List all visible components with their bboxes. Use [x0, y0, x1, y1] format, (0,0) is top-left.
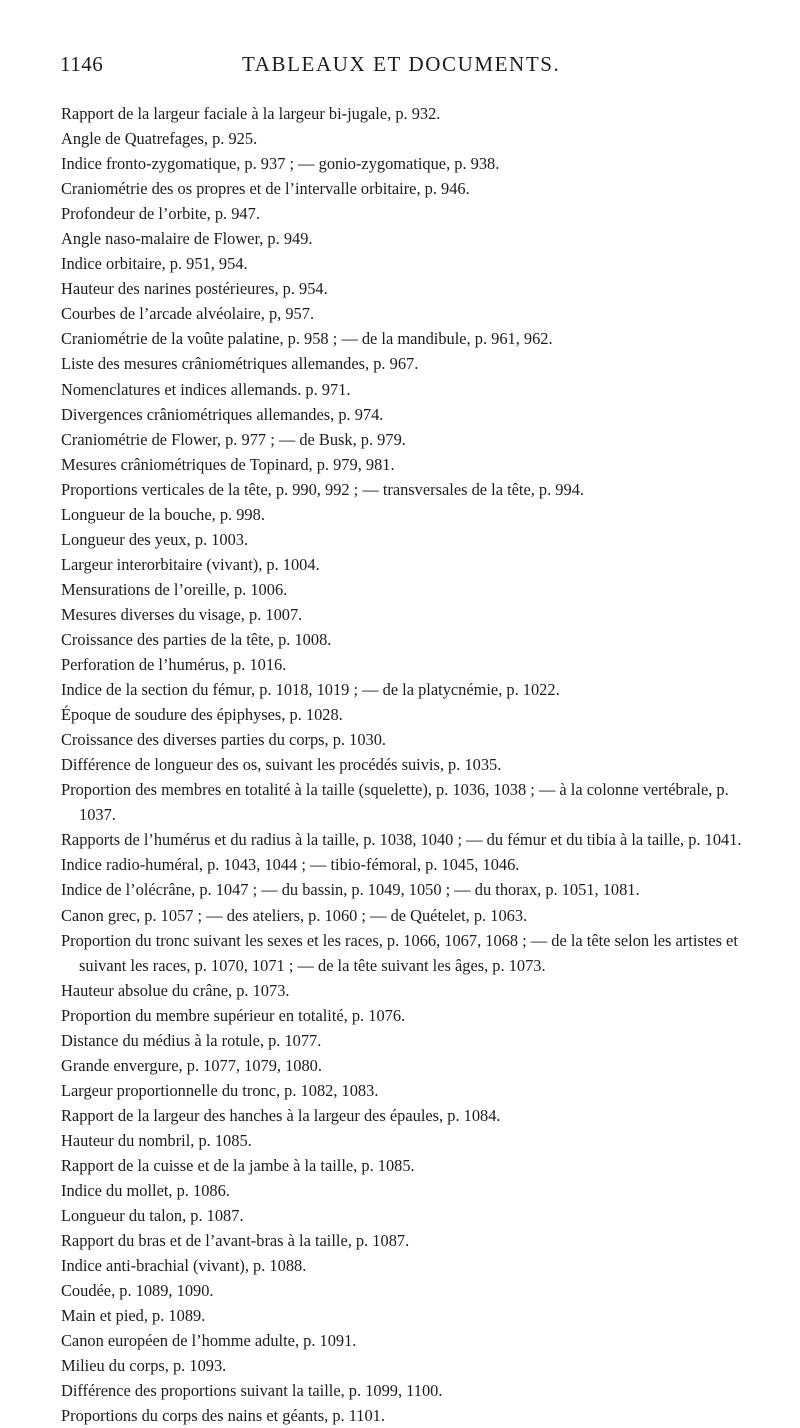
index-entry: Courbes de l’arcade alvéolaire, p, 957.	[61, 304, 315, 324]
running-title: TABLEAUX ET DOCUMENTS.	[242, 52, 561, 76]
index-entry: Angle naso-malaire de Flower, p. 949.	[61, 229, 313, 249]
index-entry: Main et pied, p. 1089.	[61, 1306, 206, 1326]
index-entry: Mesures diverses du visage, p. 1007.	[61, 604, 303, 624]
index-entry: Rapport de la cuisse et de la jambe à la taille, p. 1085.	[61, 1155, 415, 1175]
index-entry: Angle de Quatrefages, p. 925.	[61, 129, 258, 149]
index-entry: Rapports de l’humérus et du radius à la taille, p. 1038, 1040 ; — du fémur et du tibia à la taille, p. 1041.	[61, 830, 742, 850]
page-header	[60, 52, 760, 82]
index-entry: Indice de la section du fémur, p. 1018, 1019 ; — de la platycnémie, p. 1022.	[61, 680, 560, 700]
index-entry: Craniométrie de Flower, p. 977 ; — de Busk, p. 979.	[61, 429, 406, 449]
index-entry: Milieu du corps, p. 1093.	[61, 1356, 227, 1376]
index-entry: Canon grec, p. 1057 ; — des ateliers, p. 1060 ; — de Quételet, p. 1063.	[61, 905, 528, 925]
index-entry: Canon européen de l’homme adulte, p. 1091.	[61, 1331, 357, 1351]
index-entry: Profondeur de l’orbite, p. 947.	[61, 204, 260, 224]
index-entry: Différence de longueur des os, suivant les procédés suivis, p. 1035.	[61, 755, 502, 775]
index-entry: Époque de soudure des épiphyses, p. 1028.	[61, 705, 343, 725]
index-entry: Hauteur absolue du crâne, p. 1073.	[61, 980, 290, 1000]
index-entry: Rapport de la largeur des hanches à la largeur des épaules, p. 1084.	[61, 1105, 501, 1125]
index-entry: Distance du médius à la rotule, p. 1077.	[61, 1030, 322, 1050]
index-entry: Largeur proportionnelle du tronc, p. 1082, 1083.	[61, 1080, 379, 1100]
page-number: 1146	[60, 52, 104, 76]
index-entry: Grande envergure, p. 1077, 1079, 1080.	[61, 1055, 322, 1075]
index-entry: Longueur du talon, p. 1087.	[61, 1206, 244, 1226]
index-entry: Croissance des diverses parties du corps, p. 1030.	[61, 730, 387, 750]
index-entry: Largeur interorbitaire (vivant), p. 1004.	[61, 554, 320, 574]
index-entry: Hauteur du nombril, p. 1085.	[61, 1130, 252, 1150]
index-entry: Mensurations de l’oreille, p. 1006.	[61, 579, 288, 599]
index-entry: Proportion du membre supérieur en totalité, p. 1076.	[61, 1005, 406, 1025]
index-entry: Croissance des parties de la tête, p. 1008.	[61, 629, 332, 649]
index-entry: Indice de l’olécrâne, p. 1047 ; — du bassin, p. 1049, 1050 ; — du thorax, p. 1051, 1081.	[61, 880, 640, 900]
index-entry: Mesures crâniométriques de Topinard, p. 979, 981.	[61, 454, 395, 474]
index-entry: Indice orbitaire, p. 951, 954.	[61, 254, 248, 274]
index-entry: Longueur de la bouche, p. 998.	[61, 504, 265, 524]
index-entry: Perforation de l’humérus, p. 1016.	[61, 655, 287, 675]
index-entry: Craniométrie de la voûte palatine, p. 958 ; — de la mandibule, p. 961, 962.	[61, 329, 553, 349]
index-entry: Rapport du bras et de l’avant-bras à la taille, p. 1087.	[61, 1231, 410, 1251]
index-entry: Indice du mollet, p. 1086.	[61, 1181, 230, 1201]
index-entry: Proportions verticales de la tête, p. 990, 992 ; — transversales de la tête, p. 994.	[61, 479, 584, 499]
index-entry: Proportions du corps des nains et géants, p. 1101.	[61, 1406, 385, 1426]
index-entry: Liste des mesures crâniométriques allemandes, p. 967.	[61, 354, 419, 374]
index-entry: Indice radio-huméral, p. 1043, 1044 ; — tibio-fémoral, p. 1045, 1046.	[61, 855, 520, 875]
index-entry: Longueur des yeux, p. 1003.	[61, 529, 249, 549]
index-entry: Différence des proportions suivant la taille, p. 1099, 1100.	[61, 1381, 443, 1401]
index-entry: Rapport de la largeur faciale à la largeur bi-jugale, p. 932.	[61, 104, 441, 123]
index-entry: Divergences crâniométriques allemandes, p. 974.	[61, 404, 384, 424]
index-entry: Craniométrie des os propres et de l’intervalle orbitaire, p. 946.	[61, 179, 470, 199]
index-entry-list	[61, 101, 761, 1428]
index-entry: Indice anti-brachial (vivant), p. 1088.	[61, 1256, 307, 1276]
index-entry: Indice fronto-zygomatique, p. 937 ; — gonio-zygomatique, p. 938.	[61, 154, 500, 174]
index-entry: Proportion des membres en totalité à la taille (squelette), p. 1036, 1038 ; — à la colonne vertébrale, p. 1037.	[61, 780, 729, 825]
index-entry: Proportion du tronc suivant les sexes et les races, p. 1066, 1067, 1068 ; — de la tête selon les artistes et suivant les races, p. 1070, 1071 ; — de la tête suivant les âges, p. 1073.	[61, 930, 738, 975]
index-entry: Nomenclatures et indices allemands. p. 971.	[61, 379, 351, 399]
index-entry: Hauteur des narines postérieures, p. 954.	[61, 279, 328, 299]
index-entry: Coudée, p. 1089, 1090.	[61, 1281, 214, 1301]
